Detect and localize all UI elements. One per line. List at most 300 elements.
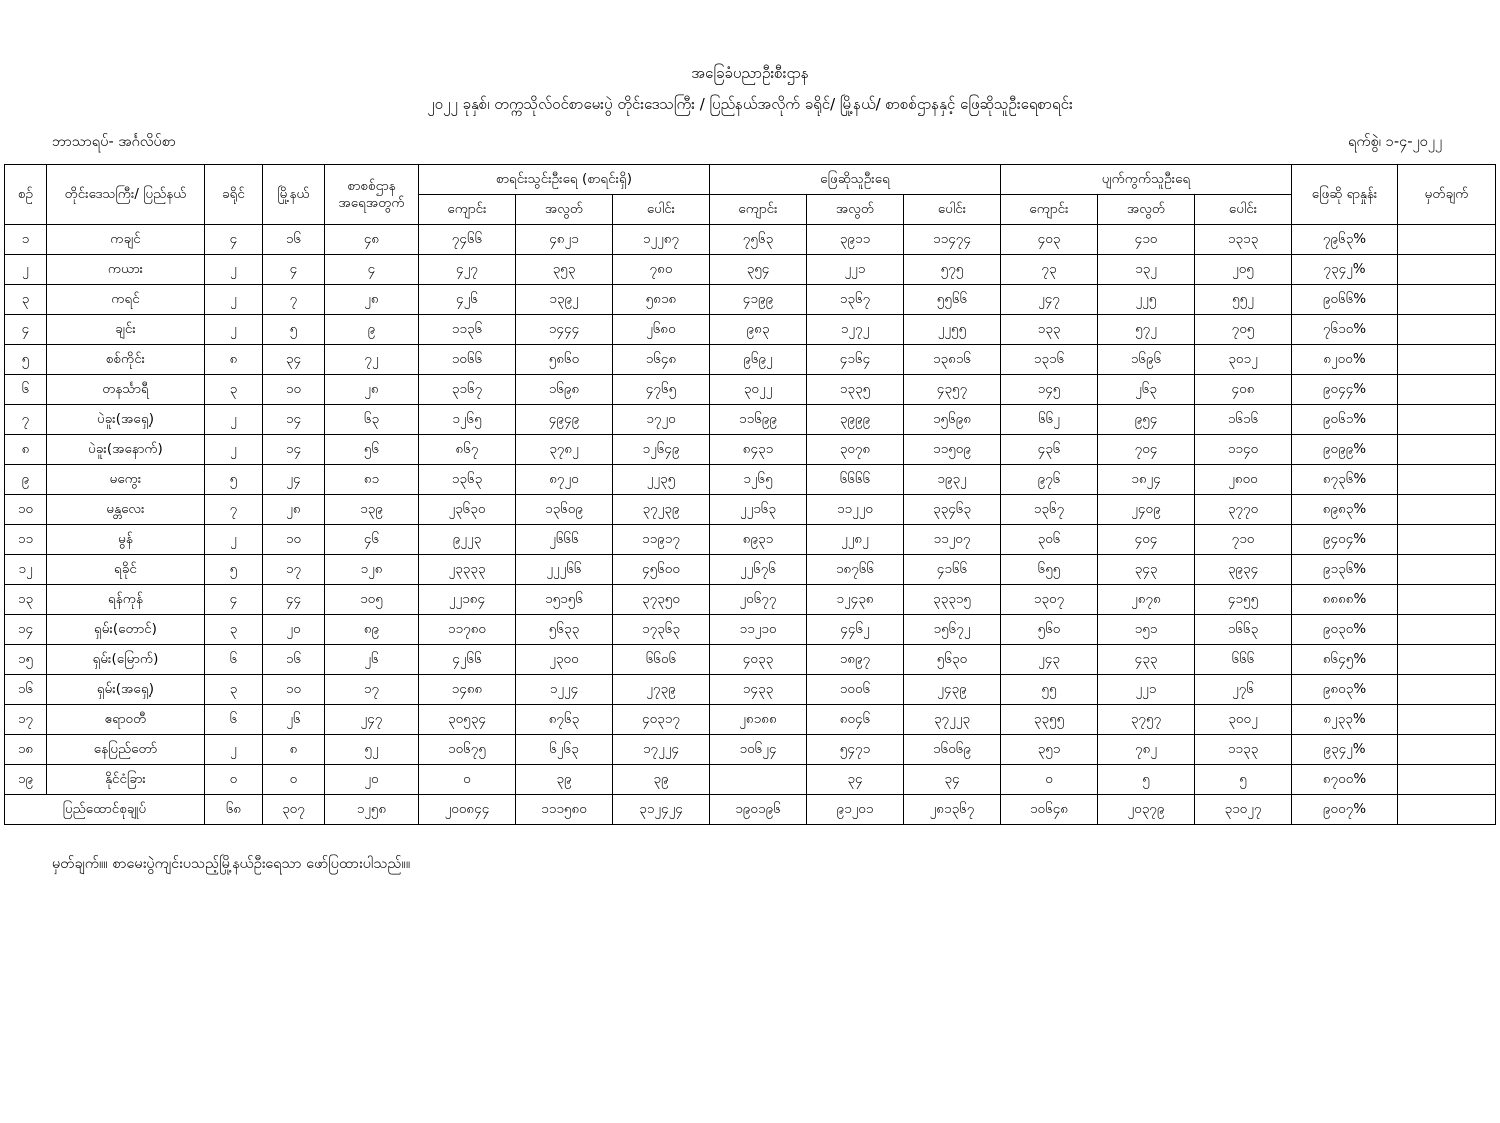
cell-absent-total: ၃၀၁၂	[1194, 345, 1291, 375]
cell-sat-school: ၄၁၉၉	[709, 285, 806, 315]
cell-enrolled-school: ၄၂၆	[418, 285, 515, 315]
cell-absent-total: ၂၀၅	[1194, 255, 1291, 285]
cell-absent-outside: ၅၇၂	[1097, 315, 1194, 345]
cell-enrolled-total: ၅၈၁၈	[612, 285, 709, 315]
cell-state: ရှမ်း(တောင်)	[46, 615, 204, 645]
cell-enrolled-outside: ၄၉၄၉	[515, 405, 612, 435]
cell-no: ၁၇	[4, 705, 46, 735]
cell-state: ပဲခူး(အရှေ့)	[46, 405, 204, 435]
cell-absent-school: ၁၃၆၇	[1000, 495, 1097, 525]
cell-remark	[1398, 765, 1496, 795]
cell-remark	[1398, 525, 1496, 555]
cell-absent-outside: ၂၂၅	[1097, 285, 1194, 315]
total-enrolled-school: ၂၀၀၈၄၄	[418, 795, 515, 825]
table-row	[4, 405, 1495, 435]
cell-sat-school: ၂၈၁၈၈	[709, 705, 806, 735]
cell-sat-school: ၁၁၆၉၉	[709, 405, 806, 435]
cell-rate: ၉၁၃၆%	[1292, 555, 1398, 585]
table-row	[4, 735, 1495, 765]
cell-absent-total: ၄၁၅၅	[1194, 585, 1291, 615]
cell-centers: ၄	[324, 255, 418, 285]
cell-remark	[1398, 375, 1496, 405]
cell-enrolled-outside: ၁၄၄၄	[515, 315, 612, 345]
cell-sat-total: ၄၁၆၆	[903, 555, 1000, 585]
cell-sat-outside: ၃၄	[806, 765, 903, 795]
cell-no: ၉	[4, 465, 46, 495]
cell-remark	[1398, 435, 1496, 465]
cell-sat-total: ၁၉၃၂	[903, 465, 1000, 495]
cell-remark	[1398, 405, 1496, 435]
col-enrolled-school: ကျောင်း	[418, 195, 515, 225]
cell-enrolled-school: ၂၃၆၃၀	[418, 495, 515, 525]
cell-centers: ၄၆	[324, 525, 418, 555]
cell-absent-school: ၂၄၇	[1000, 285, 1097, 315]
cell-absent-outside: ၂၆၃	[1097, 375, 1194, 405]
cell-enrolled-school: ၁၄၈၈	[418, 675, 515, 705]
organization-name: အခြေခံပညာဦးစီးဌာန	[691, 64, 809, 82]
cell-enrolled-outside: ၁၅၁၅၆	[515, 585, 612, 615]
cell-sat-total: ၁၁၄၇၄	[903, 225, 1000, 255]
total-township: ၃၀၇	[262, 795, 324, 825]
cell-centers: ၅၂	[324, 735, 418, 765]
cell-remark	[1398, 465, 1496, 495]
cell-no: ၈	[4, 435, 46, 465]
cell-state: ရခိုင်	[46, 555, 204, 585]
cell-remark	[1398, 225, 1496, 255]
cell-rate: ၉၀၄၄%	[1292, 375, 1398, 405]
cell-sat-outside: ၃၉၁၁	[806, 225, 903, 255]
cell-absent-total: ၇၁၀	[1194, 525, 1291, 555]
cell-enrolled-outside: ၁၆၉၈	[515, 375, 612, 405]
cell-district: ၃	[204, 615, 262, 645]
total-absent-total: ၃၁၀၂၇	[1194, 795, 1291, 825]
table-row	[4, 255, 1495, 285]
col-sat-outside: အလွတ်	[806, 195, 903, 225]
cell-no: ၇	[4, 405, 46, 435]
cell-centers: ၁၇	[324, 675, 418, 705]
cell-township: ၁၆	[262, 645, 324, 675]
cell-sat-school: ၃၀၂၂	[709, 375, 806, 405]
cell-centers: ၂၀	[324, 765, 418, 795]
cell-township: ၂၀	[262, 615, 324, 645]
table-row	[4, 585, 1495, 615]
cell-township: ၈	[262, 735, 324, 765]
cell-state: ရှမ်း(အရှေ့)	[46, 675, 204, 705]
document-page	[0, 62, 1500, 1123]
cell-enrolled-school: ၁၀၆၆	[418, 345, 515, 375]
total-remark	[1398, 795, 1496, 825]
cell-sat-school: ၁၄၃၃	[709, 675, 806, 705]
cell-absent-total: ၁၆၆၃	[1194, 615, 1291, 645]
cell-enrolled-school: ၃၀၅၃၄	[418, 705, 515, 735]
cell-absent-outside: ၃၄၃	[1097, 555, 1194, 585]
cell-absent-outside: ၁၃၂	[1097, 255, 1194, 285]
cell-no: ၁၄	[4, 615, 46, 645]
cell-enrolled-total: ၆၆၀၆	[612, 645, 709, 675]
cell-no: ၁၂	[4, 555, 46, 585]
cell-enrolled-total: ၃၇၃၅၀	[612, 585, 709, 615]
col-sat-total: ပေါင်း	[903, 195, 1000, 225]
cell-township: ၅	[262, 315, 324, 345]
cell-sat-total: ၅၆၃၀	[903, 645, 1000, 675]
statistics-table	[4, 164, 1496, 825]
footnote: မှတ်ချက်။။ စာမေးပွဲကျင်းပသည့်မြို့နယ်ဦးရေသာ ဖော်ပြထားပါသည်။။	[52, 856, 411, 872]
cell-centers: ၉	[324, 315, 418, 345]
cell-township: ၁၄	[262, 435, 324, 465]
cell-enrolled-outside: ၂၃၀၀	[515, 645, 612, 675]
cell-remark	[1398, 255, 1496, 285]
cell-enrolled-outside: ၂၂၂၆၆	[515, 555, 612, 585]
cell-sat-school	[709, 765, 806, 795]
cell-enrolled-outside: ၃၇၈၂	[515, 435, 612, 465]
cell-enrolled-school: ၄၂၇	[418, 255, 515, 285]
cell-no: ၆	[4, 375, 46, 405]
cell-rate: ၇၆၁၀%	[1292, 315, 1398, 345]
cell-enrolled-total: ၁၆၄၈	[612, 345, 709, 375]
col-enrolled-outside: အလွတ်	[515, 195, 612, 225]
cell-district: ၂	[204, 285, 262, 315]
cell-district: ၂	[204, 315, 262, 345]
cell-state: တနင်္သာရီ	[46, 375, 204, 405]
cell-enrolled-school: ၈၆၇	[418, 435, 515, 465]
cell-no: ၁၀	[4, 495, 46, 525]
cell-centers: ၂၈	[324, 375, 418, 405]
cell-sat-outside: ၁၃၃၅	[806, 375, 903, 405]
cell-district: ၈	[204, 345, 262, 375]
cell-absent-total: ၁၁၃၃	[1194, 735, 1291, 765]
cell-absent-school: ၅၅	[1000, 675, 1097, 705]
cell-district: ၄	[204, 225, 262, 255]
cell-rate: ၉၀၆၆%	[1292, 285, 1398, 315]
cell-enrolled-school: ၁၁၇၈၀	[418, 615, 515, 645]
cell-sat-outside: ၁၀၀၆	[806, 675, 903, 705]
cell-state: ကယား	[46, 255, 204, 285]
cell-centers: ၆၃	[324, 405, 418, 435]
cell-remark	[1398, 345, 1496, 375]
table-row	[4, 225, 1495, 255]
cell-absent-school: ၇၃	[1000, 255, 1097, 285]
cell-state: နေပြည်တော်	[46, 735, 204, 765]
date-label: ရက်စွဲ၊ ၁-၄-၂၀၂၂	[1348, 134, 1442, 150]
cell-enrolled-school: ၄၂၆၆	[418, 645, 515, 675]
cell-absent-total: ၁၆၁၆	[1194, 405, 1291, 435]
table-row	[4, 495, 1495, 525]
cell-centers: ၂၄၇	[324, 705, 418, 735]
col-centers: စာစစ်ဌာန အရေအတွက်	[324, 165, 418, 225]
cell-township: ၁၄	[262, 405, 324, 435]
cell-absent-outside: ၇၈၂	[1097, 735, 1194, 765]
cell-district: ၄	[204, 585, 262, 615]
cell-state: မန္တလေး	[46, 495, 204, 525]
cell-enrolled-total: ၁၁၉၁၇	[612, 525, 709, 555]
cell-rate: ၈၂၃၃%	[1292, 705, 1398, 735]
cell-enrolled-school: ၀	[418, 765, 515, 795]
table-row	[4, 705, 1495, 735]
cell-enrolled-total: ၂၇၃၉	[612, 675, 709, 705]
cell-sat-outside: ၄၁၆၄	[806, 345, 903, 375]
cell-rate: ၈၉၈၃%	[1292, 495, 1398, 525]
cell-enrolled-total: ၁၂၂၈၇	[612, 225, 709, 255]
cell-absent-school: ၁၄၅	[1000, 375, 1097, 405]
col-absent-group: ပျက်ကွက်သူဦးရေ	[1000, 165, 1291, 195]
table-row	[4, 345, 1495, 375]
cell-district: ၅	[204, 555, 262, 585]
total-rate: ၉၀၀၇%	[1292, 795, 1398, 825]
cell-township: ၂၄	[262, 465, 324, 495]
cell-enrolled-outside: ၃၅၃	[515, 255, 612, 285]
cell-enrolled-outside: ၁၃၉၂	[515, 285, 612, 315]
cell-no: ၁၆	[4, 675, 46, 705]
cell-enrolled-outside: ၈၇၆၃	[515, 705, 612, 735]
cell-absent-school: ၃၀၆	[1000, 525, 1097, 555]
col-absent-school: ကျောင်း	[1000, 195, 1097, 225]
col-state: တိုင်းဒေသကြီး/ ပြည်နယ်	[46, 165, 204, 225]
cell-absent-school: ၃၃၅၅	[1000, 705, 1097, 735]
cell-no: ၃	[4, 285, 46, 315]
cell-sat-school: ၉၈၃	[709, 315, 806, 345]
cell-sat-total: ၁၅၆၇၂	[903, 615, 1000, 645]
total-sat-school: ၁၉၀၁၉၆	[709, 795, 806, 825]
total-sat-outside: ၉၁၂၀၁	[806, 795, 903, 825]
cell-rate: ၈၈၈၈%	[1292, 585, 1398, 615]
cell-rate: ၇၉၆၃%	[1292, 225, 1398, 255]
subject-label: ဘာသာရပ်- အင်္ဂလိပ်စာ	[52, 134, 176, 150]
table-row	[4, 465, 1495, 495]
cell-sat-school: ၈၉၃၁	[709, 525, 806, 555]
cell-enrolled-outside: ၅၈၆၀	[515, 345, 612, 375]
cell-absent-outside: ၅	[1097, 765, 1194, 795]
cell-sat-outside: ၁၂၇၂	[806, 315, 903, 345]
cell-sat-total: ၁၅၆၉၈	[903, 405, 1000, 435]
cell-remark	[1398, 615, 1496, 645]
cell-enrolled-total: ၄၇၆၅	[612, 375, 709, 405]
cell-absent-total: ၃၉၃၄	[1194, 555, 1291, 585]
cell-sat-school: ၈၄၃၁	[709, 435, 806, 465]
cell-enrolled-outside: ၆၂၆၃	[515, 735, 612, 765]
cell-absent-total: ၄၀၈	[1194, 375, 1291, 405]
cell-sat-outside: ၁၂၄၃၈	[806, 585, 903, 615]
cell-sat-outside: ၁၃၆၇	[806, 285, 903, 315]
cell-state: ချင်း	[46, 315, 204, 345]
document-title: ၂၀၂၂ ခုနှစ်၊ တက္ကသိုလ်ဝင်စာမေးပွဲ တိုင်းဒေသကြီး / ပြည်နယ်အလိုက် ခရိုင်/ မြို့နယ်/ စာစစ်ဌာနနှင့် ဖြေဆိုသူဦးရေစာရင်း	[427, 94, 1073, 113]
cell-township: ၁၀	[262, 375, 324, 405]
cell-state: မကွေး	[46, 465, 204, 495]
cell-remark	[1398, 555, 1496, 585]
cell-sat-outside: ၁၈၉၇	[806, 645, 903, 675]
col-remark: မှတ်ချက်	[1398, 165, 1496, 225]
cell-centers: ၁၃၉	[324, 495, 418, 525]
cell-enrolled-total: ၃၇၂၃၉	[612, 495, 709, 525]
table-row	[4, 555, 1495, 585]
cell-centers: ၂၆	[324, 645, 418, 675]
col-enrolled-group: စာရင်းသွင်းဦးရေ (စာရင်းရှိ)	[418, 165, 709, 195]
cell-state: ပဲခူး(အနောက်)	[46, 435, 204, 465]
cell-sat-total: ၅၇၅	[903, 255, 1000, 285]
cell-absent-total: ၂၈၀၀	[1194, 465, 1291, 495]
cell-no: ၁၁	[4, 525, 46, 555]
cell-enrolled-school: ၂၂၁၈၄	[418, 585, 515, 615]
cell-absent-school: ၁၃၃	[1000, 315, 1097, 345]
cell-sat-total: ၁၆၀၆၉	[903, 735, 1000, 765]
cell-sat-outside: ၆၆၆၆	[806, 465, 903, 495]
cell-sat-school: ၁၂၆၅	[709, 465, 806, 495]
cell-absent-outside: ၁၈၂၄	[1097, 465, 1194, 495]
cell-district: ၆	[204, 645, 262, 675]
cell-enrolled-outside: ၄၈၂၁	[515, 225, 612, 255]
cell-enrolled-total: ၁၂၆၄၉	[612, 435, 709, 465]
cell-rate: ၈၇၃၆%	[1292, 465, 1398, 495]
cell-sat-school: ၂၀၆၇၇	[709, 585, 806, 615]
table-total-row	[4, 795, 1495, 825]
cell-absent-school: ၉၇၆	[1000, 465, 1097, 495]
cell-township: ၄၄	[262, 585, 324, 615]
cell-absent-total: ၅၅၂	[1194, 285, 1291, 315]
cell-state: ရန်ကုန်	[46, 585, 204, 615]
cell-absent-school: ၆၆၂	[1000, 405, 1097, 435]
cell-remark	[1398, 645, 1496, 675]
cell-enrolled-school: ၃၁၆၇	[418, 375, 515, 405]
total-label: ပြည်ထောင်စုချုပ်	[4, 795, 204, 825]
cell-centers: ၈၁	[324, 465, 418, 495]
cell-absent-outside: ၃၇၅၇	[1097, 705, 1194, 735]
cell-enrolled-total: ၇၈၀	[612, 255, 709, 285]
cell-enrolled-total: ၄၅၆၀၀	[612, 555, 709, 585]
table-row	[4, 375, 1495, 405]
cell-absent-total: ၆၆၆	[1194, 645, 1291, 675]
cell-township: ၇	[262, 285, 324, 315]
cell-no: ၁၈	[4, 735, 46, 765]
cell-sat-total: ၁၃၈၁၆	[903, 345, 1000, 375]
cell-state: ရှမ်း(မြောက်)	[46, 645, 204, 675]
cell-state: နိုင်ငံခြား	[46, 765, 204, 795]
cell-absent-outside: ၂၂၁	[1097, 675, 1194, 705]
cell-rate: ၉၀၉၉%	[1292, 435, 1398, 465]
cell-enrolled-outside: ၃၉	[515, 765, 612, 795]
cell-no: ၁၃	[4, 585, 46, 615]
cell-centers: ၄၈	[324, 225, 418, 255]
cell-township: ၂၆	[262, 705, 324, 735]
cell-sat-total: ၃၄	[903, 765, 1000, 795]
col-sat-school: ကျောင်း	[709, 195, 806, 225]
cell-absent-total: ၂၇၆	[1194, 675, 1291, 705]
cell-state: ကရင်	[46, 285, 204, 315]
cell-sat-school: ၃၅၄	[709, 255, 806, 285]
table-row	[4, 285, 1495, 315]
cell-centers: ၇၂	[324, 345, 418, 375]
table-row	[4, 675, 1495, 705]
cell-rate: ၈၇၀၀%	[1292, 765, 1398, 795]
cell-enrolled-outside: ၅၆၃၃	[515, 615, 612, 645]
cell-absent-outside: ၄၀၄	[1097, 525, 1194, 555]
table-row	[4, 615, 1495, 645]
cell-township: ၂၈	[262, 495, 324, 525]
cell-absent-total: ၇၀၅	[1194, 315, 1291, 345]
cell-sat-total: ၂၂၅၅	[903, 315, 1000, 345]
cell-absent-school: ၂၄၃	[1000, 645, 1097, 675]
cell-sat-school: ၁၀၆၂၄	[709, 735, 806, 765]
cell-enrolled-school: ၂၃၃၃၃	[418, 555, 515, 585]
cell-sat-outside: ၁၈၇၆၆	[806, 555, 903, 585]
cell-rate: ၈၆၄၅%	[1292, 645, 1398, 675]
cell-absent-school: ၄၃၆	[1000, 435, 1097, 465]
cell-absent-outside: ၇၀၄	[1097, 435, 1194, 465]
cell-district: ၀	[204, 765, 262, 795]
cell-absent-school: ၁၃၀၇	[1000, 585, 1097, 615]
cell-absent-school: ၀	[1000, 765, 1097, 795]
cell-absent-total: ၁၁၄၀	[1194, 435, 1291, 465]
cell-no: ၁	[4, 225, 46, 255]
col-rate: ဖြေဆို ရာနှုန်း	[1292, 165, 1398, 225]
cell-absent-total: ၃၇၇၀	[1194, 495, 1291, 525]
cell-state: ဧရာဝတီ	[46, 705, 204, 735]
cell-sat-total: ၂၄၃၉	[903, 675, 1000, 705]
cell-enrolled-total: ၃၉	[612, 765, 709, 795]
total-centers: ၁၂၅၈	[324, 795, 418, 825]
cell-enrolled-school: ၁၃၆၃	[418, 465, 515, 495]
cell-absent-outside: ၄၁၀	[1097, 225, 1194, 255]
cell-remark	[1398, 315, 1496, 345]
table-row	[4, 435, 1495, 465]
cell-enrolled-total: ၁၇၂၀	[612, 405, 709, 435]
header-row-1	[4, 165, 1495, 195]
cell-sat-total: ၃၃၃၁၅	[903, 585, 1000, 615]
cell-no: ၁၅	[4, 645, 46, 675]
cell-absent-total: ၃၀၀၂	[1194, 705, 1291, 735]
total-enrolled-outside: ၁၁၁၅၈၀	[515, 795, 612, 825]
cell-district: ၂	[204, 435, 262, 465]
cell-absent-outside: ၂၄၀၉	[1097, 495, 1194, 525]
cell-absent-outside: ၂၈၇၈	[1097, 585, 1194, 615]
cell-township: ၃၄	[262, 345, 324, 375]
cell-rate: ၈၂၀၀%	[1292, 345, 1398, 375]
cell-enrolled-school: ၉၂၂၃	[418, 525, 515, 555]
cell-sat-outside: ၅၄၇၁	[806, 735, 903, 765]
cell-sat-total: ၄၃၅၇	[903, 375, 1000, 405]
table-row	[4, 645, 1495, 675]
cell-state: စစ်ကိုင်း	[46, 345, 204, 375]
cell-centers: ၅၆	[324, 435, 418, 465]
cell-absent-school: ၃၅၁	[1000, 735, 1097, 765]
table-row	[4, 765, 1495, 795]
total-absent-outside: ၂၀၃၇၉	[1097, 795, 1194, 825]
cell-enrolled-total: ၄၀၃၁၇	[612, 705, 709, 735]
cell-remark	[1398, 705, 1496, 735]
cell-sat-school: ၁၁၂၁၀	[709, 615, 806, 645]
cell-sat-total: ၃၃၄၆၃	[903, 495, 1000, 525]
cell-sat-outside: ၁၁၂၂၀	[806, 495, 903, 525]
cell-remark	[1398, 585, 1496, 615]
cell-enrolled-total: ၁၇၃၆၃	[612, 615, 709, 645]
cell-township: ၁၆	[262, 225, 324, 255]
table-row	[4, 525, 1495, 555]
table-body	[4, 225, 1495, 825]
table-head	[4, 165, 1495, 225]
cell-absent-outside: ၁၆၉၆	[1097, 345, 1194, 375]
cell-enrolled-outside: ၁၃၆၀၉	[515, 495, 612, 525]
col-no: စဉ်	[4, 165, 46, 225]
cell-no: ၂	[4, 255, 46, 285]
cell-centers: ၁၂၈	[324, 555, 418, 585]
cell-absent-school: ၄၀၃	[1000, 225, 1097, 255]
cell-enrolled-total: ၁၇၂၂၄	[612, 735, 709, 765]
cell-sat-outside: ၂၂၈၂	[806, 525, 903, 555]
col-enrolled-total: ပေါင်း	[612, 195, 709, 225]
cell-rate: ၉၄၀၄%	[1292, 525, 1398, 555]
cell-absent-school: ၆၅၅	[1000, 555, 1097, 585]
cell-sat-total: ၁၁၅၀၉	[903, 435, 1000, 465]
cell-sat-school: ၂၂၁၆၃	[709, 495, 806, 525]
cell-district: ၇	[204, 495, 262, 525]
